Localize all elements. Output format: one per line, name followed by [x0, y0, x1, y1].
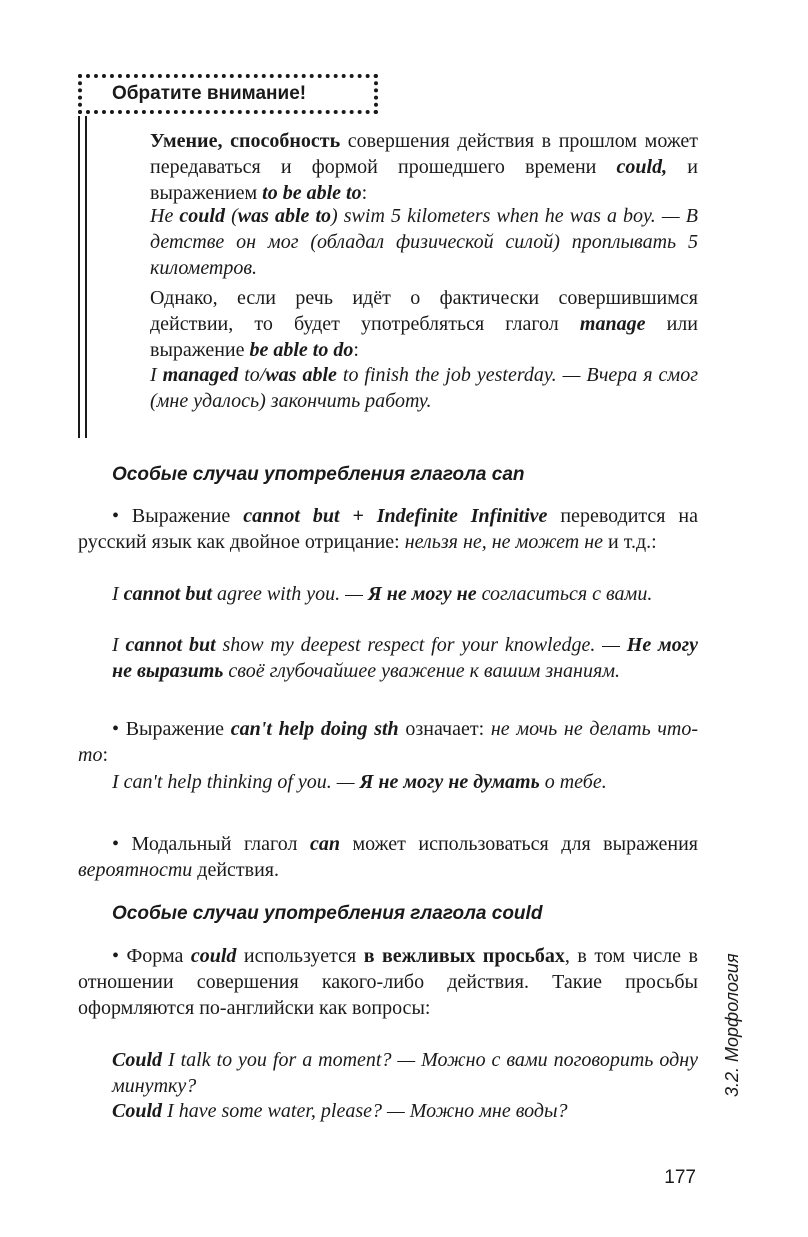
callout-example-2: I managed to/was able to finish the job yesterday. — Вчера я смог (мне удалось) закончить работу.	[150, 364, 698, 412]
callout-paragraph-2: Однако, если речь идёт о фактически совершившимся действии, то будет употребляться глагол manage или выражение be able to do:	[150, 287, 698, 361]
can-paragraph-1: • Выражение cannot but + Indefinite Infinitive переводится на русский язык как двойное отрицание: нельзя не, не может не и т.д.:	[78, 505, 698, 553]
could-example-1: Could I talk to you for a moment? — Можно с вами поговорить одну минутку?	[112, 1049, 698, 1097]
could-paragraph-1: • Форма could используется в вежливых просьбах, в том числе в отношении совершения какого-либо действия. Такие просьбы оформляются по-английски как вопросы:	[78, 945, 698, 1019]
can-example-3: I can't help thinking of you. — Я не могу не думать о тебе.	[112, 771, 607, 793]
section-heading-can: Особые случаи употребления глагола can	[112, 464, 525, 485]
could-example-2: Could I have some water, please? — Можно мне воды?	[112, 1100, 568, 1122]
can-paragraph-3: • Модальный глагол can может использоваться для выражения вероятности действия.	[78, 833, 698, 881]
callout-paragraph-1: Умение, способность совершения действия в прошлом может передаваться и формой прошедшего времени could, и выражением to be able to:	[150, 130, 699, 204]
can-paragraph-2: • Выражение can't help doing sth означает: не мочь не делать что-то:	[78, 718, 699, 766]
callout-side-bar	[78, 116, 87, 438]
callout-header	[78, 74, 378, 114]
callout-example-1: He could (was able to) swim 5 kilometers when he was a boy. — В детстве он мог (обладал физической силой) проплывать 5 километров.	[150, 205, 698, 279]
callout-title: Обратите внимание!	[112, 83, 307, 104]
can-example-2: I cannot but show my deepest respect for your knowledge. — Не могу не выразить своё глубочайшее уважение к вашим знаниям.	[112, 634, 698, 682]
can-example-1: I cannot but agree with you. — Я не могу не согласиться с вами.	[112, 583, 653, 605]
chapter-side-label: 3.2. Морфология	[722, 953, 742, 1097]
page-number: 177	[664, 1167, 696, 1188]
section-heading-could: Особые случаи употребления глагола could	[112, 903, 543, 924]
